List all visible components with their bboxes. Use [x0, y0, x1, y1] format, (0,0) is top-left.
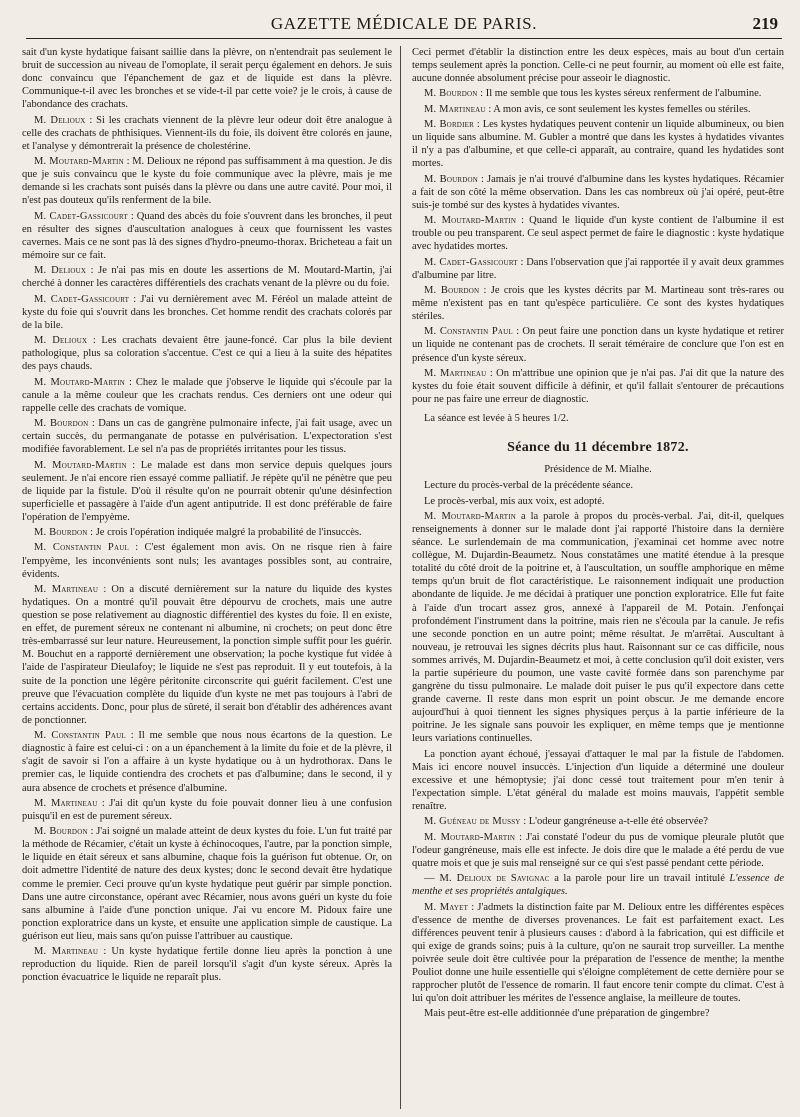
- right-column-session: [412, 510, 784, 870]
- paragraph: [412, 46, 784, 85]
- paragraph-text: : M. Delioux ne répond pas suffisamment à ma question. Je dis que je suis convaincu que le kyste du foie communique avec la plèvre, mais je me demande si les crachats sont puisés dans la plèvre ou dans une autre cavité. Pour moi, il n'est pas douteux qu'ils renferment de la bile.: [22, 156, 392, 207]
- paragraph: [22, 155, 392, 207]
- paragraph: [22, 417, 392, 456]
- paragraph-text: : J'ai constaté l'odeur du pus de vomique pleurale plutôt que l'odeur gangréneuse, mais elle est infecte. Je dois dire que le malade a été perdu de vue quatre mois et que je suis mal renseigné sur ce qui s'est passé pendant cette période.: [412, 831, 784, 869]
- paragraph-text: : J'ai soigné un malade atteint de deux kystes du foie. L'un fut traité par la méthode de Récamier, c'était un kyste à échinocoques, l'autre, par la ponction simple, le liquide en était séreux et sans albumine, chaque fois la guérison fut obtenue. Or, on doit admettre l'identité de nature des deux kystes; donc le second devait être hydatique comme le premier. Ceci prouve qu'un kyste hydatique peut guérir par simple ponction. Dans une autre circonstance, opérant avec Récamier, nous avons guéri un kyste du foie sans albumine à l'aide d'une ponction unique. J'ai vu encore M. Pidoux faire une ponction exploratrice dans un kyste, et ensuite une application simple de caustique. La guérison eut lieu, mais sans qu'on puisse l'attribuer au caustique.: [22, 826, 392, 942]
- paragraph-text: Mais peut-être est-elle additionnée d'une préparation de gingembre?: [424, 1008, 710, 1020]
- paragraph-text: : On a discuté dernièrement sur la nature du liquide des kystes hydatiques. On a montré qu'il pouvait être dépourvu de crochets, mais une autre question se pose relativement au diagnostic différentiel des kystes du foie. Il en existe, en effet, de purement séreux ne contenant ni albumine, ni crochets; on peut donc être très-embarrassé sur leur nature. Heureusement, la ponction simple suffit pour les guérir. M. Bouchut en a rapporté dernièrement une observation; la poche kystique fut vidée à l'aide de l'aspirateur Dieulafoy; le liquide ne s'est pas reproduit. Il y eut toutefois, à la suite de la ponction une légère péritonite circonscrite qui guérit facilement. C'est une preuve que l'évacuation complète du liquide d'un kyste ne met pas toujours à l'abri de certains accidents. Donc, pour plus de sûreté, il serait bon d'établir des adhérences avant de ponctionner.: [22, 583, 392, 726]
- speaker-name: M. Moutard-Martin: [424, 510, 517, 522]
- paragraph-text: La ponction ayant échoué, j'essayai d'attaquer le mal par la fistule de l'abdomen. Mais ici encore nouvel insuccès. L'injection d'un liquide a déterminé une douleur excessive et une hémoptysie; j'ai donc cessé tout traitement pour m'en tenir à l'expectation simple. L'état général du malade est moins mauvais, l'appétit semble renaître.: [412, 748, 784, 813]
- paragraph: [22, 729, 392, 794]
- right-column: [412, 46, 784, 1111]
- paragraph: [412, 256, 784, 282]
- speaker-name: M. Moutard-Martin: [34, 376, 126, 388]
- paragraph: [22, 376, 392, 415]
- paragraph-text: : A mon avis, ce sont seulement les kystes femelles ou stériles.: [488, 103, 751, 115]
- work-title: L'essence de menthe et ses propriétés antalgiques.: [412, 873, 784, 898]
- paragraph-text: : C'est également mon avis. On ne risque rien à faire l'empyème, les inconvénients sont nuls; les avantages possibles sont, au contraire, évidents.: [22, 542, 392, 580]
- speaker-name: M. Martineau: [34, 797, 98, 809]
- speaker-name: M. Constantin Paul: [34, 542, 129, 554]
- paragraph: [22, 583, 392, 727]
- paragraph-text: a la parole pour lire un travail intitulé: [554, 873, 725, 885]
- paragraph: [22, 459, 392, 524]
- paragraph-text: : Le malade est dans mon service depuis quelques jours seulement. Je n'ai encore rien essayé comme palliatif. Je répète qu'il ne pénètre que peu de liquide par la fistule. D'où il résulte qu'on ne pourrait obtenir qu'une désinfection superficielle et passagère à l'aide d'un agent antiputride. Il est donc préférable de faire l'opération de l'empyème.: [22, 459, 392, 523]
- page-number: 219: [752, 14, 778, 33]
- paragraph-text: : Chez le malade que j'observe le liquide qui s'écoule par la canule a la même couleur que les crachats rendus. Ces derniers ont une odeur qui rappelle celle des crachats de vomique.: [22, 376, 392, 414]
- paragraph: [412, 748, 784, 813]
- speaker-name: M. Cadet-Gassicourt: [424, 256, 518, 268]
- paragraph: [412, 325, 784, 364]
- paragraph-text: : J'ai vu dernièrement avec M. Féréol un malade atteint de kyste du foie qui s'ouvrit dans les bronches. Cet homme rendit des crachats colorés par de la bile.: [22, 293, 392, 331]
- paragraph: [412, 173, 784, 212]
- paragraph: [22, 797, 392, 823]
- speaker-name: M. Martineau: [424, 367, 487, 379]
- paragraph-text: : Jamais je n'ai trouvé d'albumine dans les kystes hydatiques. Récamier a fait de son côté la même observation. Dans les cas nombreux où j'ai opéré, peut-être suis-je tombé sur des kystes à hydatides vivantes.: [412, 173, 784, 211]
- paragraph: [412, 831, 784, 870]
- speaker-name: M. Moutard-Martin: [34, 459, 127, 471]
- paragraph-text: a la parole à propos du procès-verbal. J'ai, dit-il, quelques renseignements à donner sur le malade dont j'ai rapporté l'histoire dans la dernière séance. Le surlendemain de ma communication, j'examinai cet homme avec notre collègue, M. Dujardin-Beaumetz. Nous constatâmes une matité étendue à la presque totalité du côté droit de la poitrine et, à l'auscultation, un souffle amphorique en même temps qu'un bruit de flot caractéristique. Le raisonnement indiquait une production abondante de liquide. Je me décidai à pratiquer une ponction exploratrice. Elle fut faite à l'aide d'un trocart assez gros, annexé à l'appareil de M. Potain. J'enfonçai profondément l'instrument dans la poitrine, mais rien ne s'écoula par la canule. Je refis une seconde ponction en un autre point; même résultat. Je m'arrêtai. Auscultant à nouveau, je retrouvai les signes décrits plus haut. Raisonnant sur ce cas difficile, nous sommes arrivés, M. Dujardin-Beaumetz et moi, à cette conclusion qu'il doit exister, vers la partie supérieure du poumon, une vaste cavité formée dans son parenchyme par gangrène du tissu pulmonaire. Le malade doit puiser le pus qu'il expectore dans cette grande caverne. Il reste dans mon esprit un point obscur. Je me demande encore aujourd'hui à quoi tiennent les signes physiques perçus à la partie inférieure de la poitrine. Je les signale sans pouvoir les expliquer, en même temps que je mentionne leurs variations continuelles.: [412, 510, 784, 745]
- speaker-name: M. Delioux: [34, 335, 88, 347]
- paragraph: [22, 46, 392, 111]
- paragraph: [22, 210, 392, 262]
- paragraph-text: : Je crois que les kystes décrits par M. Martineau sont très-rares ou même n'existent pas en tant qu'espèce particulière. Ce sont des kystes hydatiques stériles.: [412, 284, 784, 323]
- paragraph-text: : Il me semble que tous les kystes séreux renferment de l'albumine.: [480, 88, 762, 100]
- paragraph-text: : Quand des abcès du foie s'ouvrent dans les bronches, il peut en résulter des signes d'auscultation analogues à ceux que fournissent les vastes cavernes. Mais ce ne sont pas là des signes d'hydro-pneumo-thorax. Bricheteau a fait un mémoire sur ce fait.: [22, 210, 392, 261]
- paragraph: [22, 264, 392, 290]
- paragraph: [412, 367, 784, 406]
- paragraph-text: : Il me semble que nous nous écartons de la question. Le diagnostic à faire est celui-ci : on a un épanchement à la limite du foie et de la plèvre, il s'agit de savoir si l'on a affaire à un kyste hydatique ou à un hydrothorax. Dans le premier cas, le liquide contiendra des crochets et pas d'albumine; dans le second, il y aura absence de crochets et présence d'albumine.: [22, 730, 392, 794]
- presidency: Présidence de M. Mialhe.: [544, 464, 652, 476]
- speaker-name: M. Martineau: [34, 946, 99, 958]
- paragraph: [22, 945, 392, 984]
- paragraph-text: : J'ai dit qu'un kyste du foie pouvait donner lieu à une confusion puisqu'il en est de purement séreux.: [22, 797, 392, 822]
- page-header: [26, 12, 782, 39]
- paragraph: [412, 510, 784, 746]
- speaker-name: M. Moutard-Martin: [424, 215, 517, 227]
- paragraph-text: : Je crois l'opération indiquée malgré la probabilité de l'insuccès.: [90, 527, 362, 539]
- speaker-name: M. Moutard-Martin: [424, 831, 516, 843]
- paragraph: [412, 214, 784, 253]
- paragraph: [412, 815, 784, 828]
- speaker-name: M. Bourdon: [424, 284, 480, 296]
- paragraph: [412, 284, 784, 323]
- speaker-name: M. Bourdon: [424, 88, 478, 100]
- paragraph-text: : Les kystes hydatiques peuvent contenir un liquide albumineux, ou bien un liquide sans albumine. M. Gubler a montré que dans les kystes à hydatides vivantes il n'y a pas d'albumine, et que celle-ci apparaît, au contraire, quand les hydatides sont mortes.: [412, 119, 784, 170]
- paragraph: [22, 334, 392, 373]
- paragraph: [22, 114, 392, 153]
- paragraph: [22, 541, 392, 580]
- speaker-name: M. Constantin Paul: [34, 730, 126, 742]
- right-column-discussion: [412, 46, 784, 406]
- paragraph-text: sait d'un kyste hydatique faisant saillie dans la plèvre, on n'entendrait pas seulement le bruit de succession au niveau de l'omoplate, il serait perçu également en dehors. Je suis donc convaincu que l'épanchement de gaz et de liquide est dans la plèvre. Communique-t-il avec les bronches et se vide-t-il par cette voie? je le crois, à cause de l'abondance des crachats.: [22, 47, 392, 111]
- speaker-name: M. Cadet-Gassicourt: [34, 293, 130, 305]
- right-column-mayet: [412, 901, 784, 1021]
- speaker-name: M. Delioux: [34, 265, 87, 277]
- paragraph-text: Ceci permet d'établir la distinction entre les deux espèces, mais au bout d'un certain temps seulement après la ponction. Celle-ci ne peut fournir, au moment où elle est faite, aucune donnée absolument précise pour asseoir le diagnostic.: [412, 47, 784, 85]
- speaker-name: M. Moutard-Martin: [34, 156, 124, 168]
- paragraph-text: : Si les crachats viennent de la plèvre leur odeur doit être analogue à celle des crachats de phthisiques. Viennent-ils du foie, ils doivent être colorés en jaune, et l'analyse y démontrerait la présence de cholestérine.: [22, 114, 392, 152]
- paragraph-text: : Les crachats devaient être jaune-foncé. Car plus la bile devient pathologique, plus sa coloration s'accentue. C'est ce qui a lieu à la suite des hépatites des pays chauds.: [22, 335, 392, 373]
- speaker-name: M. Constantin Paul: [424, 326, 513, 338]
- speaker-name: M. Bourdon: [34, 527, 88, 539]
- paragraph-text: : Un kyste hydatique fertile donne lieu après la ponction à une reproduction du liquide. Rien de pareil lorsqu'il s'agit d'un kyste séreux. Après la ponction évacuatrice le liquide ne reparaît plus.: [22, 946, 392, 984]
- paragraph-text: : L'odeur gangréneuse a-t-elle été observée?: [523, 816, 708, 828]
- paragraph: [22, 825, 392, 943]
- session-title: Séance du 11 décembre 1872.: [507, 440, 689, 456]
- paragraph: [412, 118, 784, 170]
- column-divider: [400, 46, 401, 1109]
- paragraph: [412, 901, 784, 1006]
- speaker-name: M. Cadet-Gassicourt: [34, 210, 128, 222]
- paragraph: [412, 1007, 784, 1020]
- speaker-name: M. Bourdon: [34, 418, 89, 430]
- paragraph: [22, 526, 392, 539]
- minutes-line: Le procès-verbal, mis aux voix, est adopté.: [424, 495, 605, 507]
- speaker-name: M. Martineau: [424, 103, 486, 115]
- paragraph-text: : Dans l'observation que j'ai rapportée il y avait deux grammes d'albumine par litre.: [412, 256, 784, 281]
- paragraph-text: : Dans un cas de gangrène pulmonaire infecte, j'ai fait usage, avec un certain succès, du permanganate de potasse en pulvérisation. L'expectoration s'est modifiée favorablement. Le sel n'a pas de propriétés irritantes pour les tissus.: [22, 418, 392, 456]
- paragraph-text: : Quand le liquide d'un kyste contient de l'albumine il est trouble ou peu transparent. Ce seul aspect permet de faire le diagnostic : kyste hydatique avec hydatides mortes.: [412, 215, 784, 253]
- speaker-name: M. Mayet: [424, 901, 469, 913]
- speaker-name: M. Bourdon: [34, 826, 88, 838]
- journal-title: GAZETTE MÉDICALE DE PARIS.: [270, 14, 538, 33]
- minutes-line: Lecture du procès-verbal de la précédente séance.: [424, 480, 634, 492]
- speaker-name: — M. Delioux de Savignac: [424, 873, 550, 885]
- speaker-name: M. Guéneau de Mussy: [424, 816, 521, 828]
- paragraph-text: : On m'attribue une opinion que je n'ai pas. J'ai dit que la nature des kystes du foie était souvent difficile à définir, et qu'il fallait s'entourer de précautions pour ne pas faire une erreur de diagnostic.: [412, 367, 784, 406]
- paragraph: [22, 293, 392, 332]
- closing-line: La séance est levée à 5 heures 1/2.: [424, 413, 569, 425]
- paragraph-text: : J'admets la distinction faite par M. Delioux entre les différentes espèces d'essence de menthe de diverses provenances. Le fait est parfaitement exact. Les différences peuvent tenir à plusieurs causes : d'abord à la fabrication, qui est difficile et qui exige de grands soins; puis à la culture, qu'on ne saurait trop surveiller. La menthe poivrée seule doit être cultivée pour la préparation de l'essence de menthe; la menthe Pouliot donne une huile essentielle qui s'éloigne complétement de cette dernière pour se rapprocher plutôt de l'essence de romarin. Il faut encore tenir compte du climat. C'est à lui qu'on doit attribuer les mérites de l'essence anglaise, la meilleure de toutes.: [412, 901, 784, 1005]
- speaker-name: M. Delioux: [34, 114, 86, 126]
- speaker-name: M. Martineau: [34, 583, 99, 595]
- paragraph: [412, 87, 784, 100]
- delioux-intro: [412, 872, 784, 898]
- paragraph-text: : On peut faire une ponction dans un kyste hydatique et retirer un liquide ne contenant pas de crochets. Il serait téméraire de conclure que l'on est en présence d'un kyste séreux.: [412, 326, 784, 364]
- left-column: [22, 46, 392, 1111]
- paragraph: [412, 103, 784, 116]
- speaker-name: M. Bordier: [424, 119, 474, 131]
- speaker-name: M. Bourdon: [424, 173, 478, 185]
- paragraph-text: : Je n'ai pas mis en doute les assertions de M. Moutard-Martin, j'ai cherché à donner les caractères différentiels des crachats venant de la plèvre ou du foie.: [22, 265, 392, 290]
